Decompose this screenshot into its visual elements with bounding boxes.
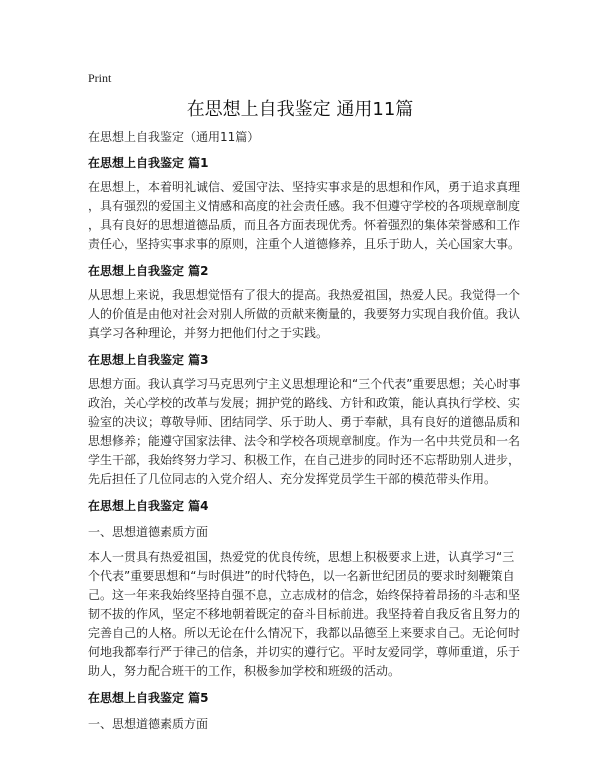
section-paragraph-2 [88,286,538,343]
page-title: 在思想上自我鉴定 通用11篇 [186,99,414,120]
paragraph-line: 助人，努力配合班干的工作，积极参加学校和班级的活动。 [88,664,401,678]
paragraph-line: 在思想上，本着明礼诚信、爱国守法、坚持实事求是的思想和作风，勇于追求真理 [88,180,521,194]
paragraph-line: 韧不拔的作风，坚定不移地朝着既定的奋斗目标前进。我坚持着自我反省且努力的 [88,607,521,621]
section-paragraph-1 [88,178,538,254]
section-subheading-4: 一、思想道德素质方面 [88,525,209,539]
paragraph-line: 验室的决议；尊敬导师、团结同学、乐于助人、勇于奉献，具有良好的道德品质和 [88,415,521,429]
document-subtitle: 在思想上自我鉴定（通用11篇） [88,130,260,144]
paragraph-line: 政治，关心学校的改革与发展；拥护党的路线、方针和政策，能认真执行学校、实 [88,396,521,410]
section-heading-5: 在思想上自我鉴定 篇5 [88,691,209,705]
section-heading-3: 在思想上自我鉴定 篇3 [88,353,209,367]
paragraph-line: 学生干部，我始终努力学习、积极工作，在自己进步的同时还不忘帮助别人进步， [88,453,521,467]
section-paragraph-4 [88,548,538,681]
paragraph-line: 真学习各种理论，并努力把他们付之于实践。 [88,326,329,340]
section-paragraph-3 [88,375,538,489]
paragraph-line: ，具有良好的思想道德品质，而且各方面表现优秀。怀着强烈的集体荣誉感和工作 [88,218,521,232]
paragraph-line: 先后担任了几位同志的入党介绍人、充分发挥党员学生干部的模范带头作用。 [88,472,497,486]
paragraph-line: 完善自己的人格。所以无论在什么情况下，我都以品德至上来要求自己。无论何时 [88,626,521,640]
print-label: Print [88,71,112,85]
paragraph-line: 个代表”重要思想和“与时俱进”的时代特色，以一名新世纪团员的要求时刻鞭策自 [88,569,515,583]
section-heading-1: 在思想上自我鉴定 篇1 [88,156,209,170]
section-heading-4: 在思想上自我鉴定 篇4 [88,499,209,513]
section-subheading-5: 一、思想道德素质方面 [88,717,209,731]
paragraph-line: 思想修养；能遵守国家法律、法令和学校各项规章制度。作为一名中共党员和一名 [88,434,521,448]
paragraph-line: 思想方面。我认真学习马克思列宁主义思想理论和“三个代表”重要思想；关心时事 [88,377,521,391]
paragraph-line: 责任心，坚持实事求事的原则，注重个人道德修养，且乐于助人，关心国家大事。 [88,237,521,251]
paragraph-line: 本人一贯具有热爱祖国，热爱党的优良传统，思想上积极要求上进，认真学习“三 [88,550,515,564]
paragraph-line: 从思想上来说，我思想觉悟有了很大的提高。我热爱祖国，热爱人民。我觉得一个 [88,288,521,302]
paragraph-line: 己。这一年来我始终坚持自强不息，立志成材的信念，始终保持着昂扬的斗志和坚 [88,588,521,602]
paragraph-line: 何地我都奉行严于律己的信条，并切实的遵行它。平时友爱同学，尊师重道，乐于 [88,645,521,659]
paragraph-line: ，具有强烈的爱国主义情感和高度的社会责任感。我不但遵守学校的各项规章制度 [88,199,521,213]
paragraph-line: 人的价值是由他对社会对别人所做的贡献来衡量的，我要努力实现自我价值。我认 [88,307,521,321]
section-heading-2: 在思想上自我鉴定 篇2 [88,264,209,278]
